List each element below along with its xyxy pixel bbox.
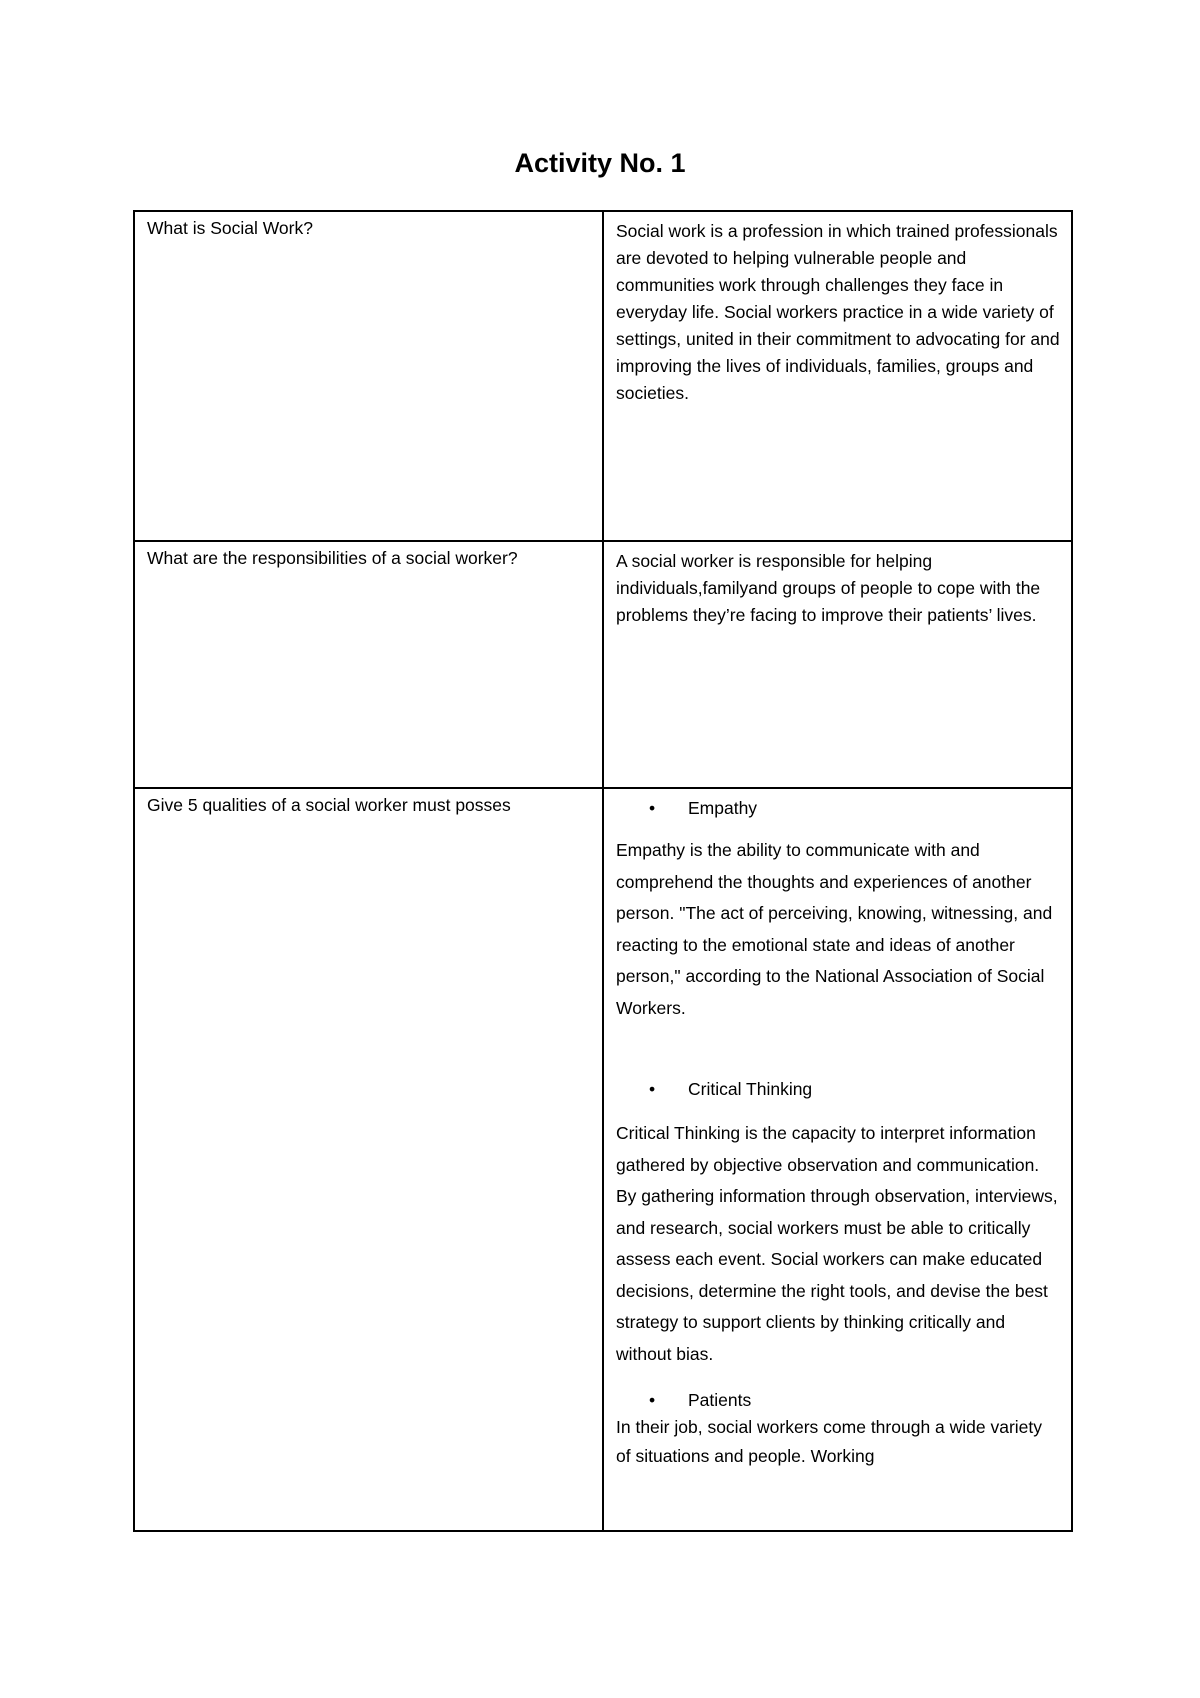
page-title: Activity No. 1 <box>514 148 686 178</box>
quality-description: In their job, social workers come through a wide variety of situations and people. Working <box>616 1417 1043 1466</box>
quality-label: Empathy <box>688 798 758 818</box>
quality-description: Critical Thinking is the capacity to interpret information gathered by objective observation and communication. By gathering information through observation, interviews, and research, social workers must be able to critically assess each event. Social workers can make educated decisions, determine the right tools, and devise the best strategy to support clients by thinking critically and without bias. <box>616 1123 1058 1364</box>
answer-text: Social work is a profession in which trained professionals are devoted to helping vulnerable people and communities work through challenges they face in everyday life. Social workers practice in a wide variety of settings, united in their commitment to advocating for and improving the lives of individuals, families, groups and societies. <box>616 221 1060 403</box>
list-item <box>616 1387 1061 1471</box>
bullet-icon: • <box>649 1079 656 1099</box>
quality-label: Critical Thinking <box>688 1079 813 1099</box>
question-cell <box>134 541 603 788</box>
bullet-icon: • <box>649 798 656 818</box>
answer-text: A social worker is responsible for helping individuals,familyand groups of people to cope with the problems they’re facing to improve their patients’ lives. <box>616 551 1041 625</box>
qualities-list <box>616 795 1061 1471</box>
question-text: Give 5 qualities of a social worker must posses <box>147 795 511 815</box>
table-row <box>134 211 1072 541</box>
quality-name <box>616 795 1061 821</box>
answer-cell <box>603 211 1072 541</box>
quality-name <box>616 1076 1061 1102</box>
answer-cell <box>603 541 1072 788</box>
quality-label: Patients <box>688 1390 752 1410</box>
question-cell <box>134 788 603 1531</box>
question-text: What is Social Work? <box>147 218 313 238</box>
activity-table <box>133 210 1073 1532</box>
quality-name <box>616 1387 1061 1413</box>
table-row <box>134 788 1072 1531</box>
list-item <box>616 795 1061 1024</box>
table-row <box>134 541 1072 788</box>
list-item <box>616 1076 1061 1370</box>
question-cell <box>134 211 603 541</box>
question-text: What are the responsibilities of a social worker? <box>147 548 518 568</box>
quality-description: Empathy is the ability to communicate with and comprehend the thoughts and experiences of another person. "The act of perceiving, knowing, witnessing, and reacting to the emotional state and ideas of another person," according to the National Association of Social Workers. <box>616 840 1053 1018</box>
answer-cell <box>603 788 1072 1531</box>
bullet-icon: • <box>649 1390 656 1410</box>
